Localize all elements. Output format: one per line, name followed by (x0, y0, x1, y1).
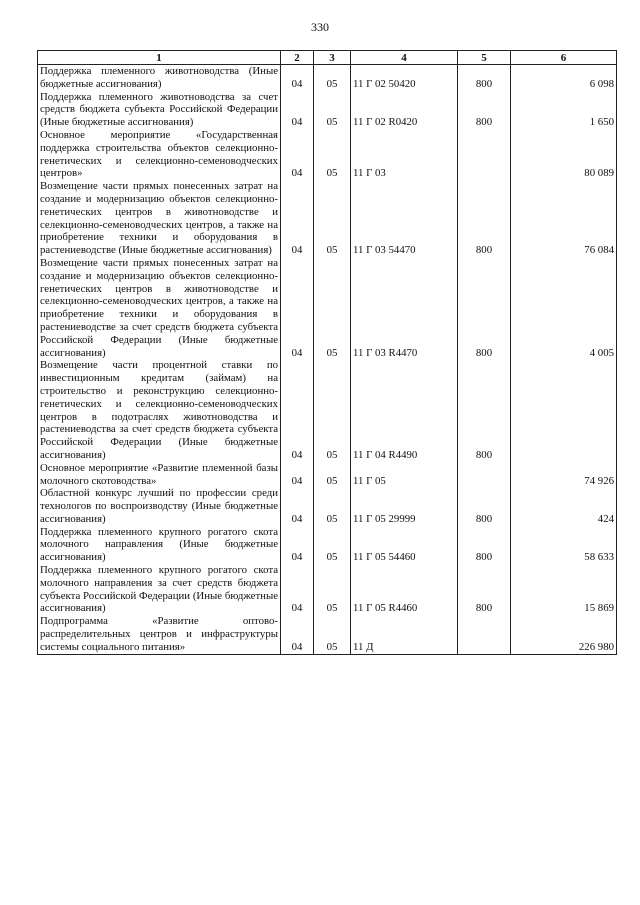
row-amount: 6 098 (511, 65, 617, 91)
row-section: 04 (281, 180, 314, 257)
row-section: 04 (281, 487, 314, 525)
table-row (38, 257, 617, 359)
row-section: 04 (281, 65, 314, 91)
row-subsection: 05 (314, 65, 351, 91)
row-expense-type: 800 (458, 359, 511, 461)
row-subsection: 05 (314, 129, 351, 180)
row-subsection: 05 (314, 615, 351, 654)
row-name: Поддержка племенного крупного рогатого скота молочного направления (Иные бюджетные ассигнования) (38, 526, 281, 564)
row-name: Возмещение части прямых понесенных затрат на создание и модернизацию объектов селекционно-генетических центров в животноводстве и селекционно-семеноводческих центров, а также на приобретение техники и оборудования в растениеводстве за счет средств бюджета субъекта Российской Федерации (Иные бюджетные ассигнования) (38, 257, 281, 359)
row-target-code: 11 Д (351, 615, 458, 654)
row-amount: 58 633 (511, 526, 617, 564)
column-header: 6 (511, 51, 617, 65)
row-expense-type: 800 (458, 91, 511, 129)
row-expense-type: 800 (458, 564, 511, 615)
row-expense-type (458, 462, 511, 488)
row-section: 04 (281, 526, 314, 564)
row-target-code: 11 Г 03 R4470 (351, 257, 458, 359)
column-header: 3 (314, 51, 351, 65)
column-header: 2 (281, 51, 314, 65)
column-header: 5 (458, 51, 511, 65)
row-expense-type: 800 (458, 180, 511, 257)
budget-table (37, 50, 617, 655)
table-row (38, 359, 617, 461)
row-expense-type: 800 (458, 65, 511, 91)
table-header-row (38, 51, 617, 65)
row-subsection: 05 (314, 257, 351, 359)
row-name: Поддержка племенного животноводства (Иные бюджетные ассигнования) (38, 65, 281, 91)
row-name: Возмещение части прямых понесенных затрат на создание и модернизацию объектов селекционно-генетических центров в животноводстве и селекционно-семеноводческих центров, а также на приобретение техники и оборудования в растениеводстве (Иные бюджетные ассигнования) (38, 180, 281, 257)
row-expense-type: 800 (458, 526, 511, 564)
table-row (38, 91, 617, 129)
table-row (38, 564, 617, 615)
row-amount (511, 359, 617, 461)
row-section: 04 (281, 129, 314, 180)
row-name: Возмещение части процентной ставки по инвестиционным кредитам (займам) на строительство и реконструкцию селекционно-генетических и селекционно-семеноводческих центров в подотраслях животноводства и растениеводства за счет средств бюджета субъекта Российской Федерации (Иные бюджетные ассигнования) (38, 359, 281, 461)
row-amount: 1 650 (511, 91, 617, 129)
row-expense-type (458, 615, 511, 654)
row-name: Поддержка племенного крупного рогатого скота молочного направления за счет средств бюджета субъекта Российской Федерации (Иные бюджетные ассигнования) (38, 564, 281, 615)
table-row (38, 65, 617, 91)
row-subsection: 05 (314, 462, 351, 488)
row-target-code: 11 Г 05 29999 (351, 487, 458, 525)
row-target-code: 11 Г 05 (351, 462, 458, 488)
row-amount: 15 869 (511, 564, 617, 615)
row-amount: 76 084 (511, 180, 617, 257)
table-row (38, 615, 617, 654)
row-subsection: 05 (314, 526, 351, 564)
row-name: Подпрограмма «Развитие оптово-распределительных центров и инфраструктуры системы социального питания» (38, 615, 281, 654)
row-name: Основное мероприятие «Государственная поддержка строительства объектов селекционно-генетических и селекционно-семеноводческих центров» (38, 129, 281, 180)
column-header: 4 (351, 51, 458, 65)
row-subsection: 05 (314, 180, 351, 257)
row-amount: 74 926 (511, 462, 617, 488)
column-header: 1 (38, 51, 281, 65)
row-amount: 4 005 (511, 257, 617, 359)
row-target-code: 11 Г 02 50420 (351, 65, 458, 91)
row-target-code: 11 Г 02 R0420 (351, 91, 458, 129)
row-expense-type (458, 129, 511, 180)
row-section: 04 (281, 257, 314, 359)
row-amount: 424 (511, 487, 617, 525)
row-subsection: 05 (314, 487, 351, 525)
row-target-code: 11 Г 05 54460 (351, 526, 458, 564)
row-target-code: 11 Г 05 R4460 (351, 564, 458, 615)
row-name: Основное мероприятие «Развитие племенной базы молочного скотоводства» (38, 462, 281, 488)
table-row (38, 462, 617, 488)
table-row (38, 526, 617, 564)
row-subsection: 05 (314, 564, 351, 615)
row-target-code: 11 Г 03 (351, 129, 458, 180)
page-number: 330 (311, 20, 329, 34)
row-name: Поддержка племенного животноводства за счет средств бюджета субъекта Российской Федерации (Иные бюджетные ассигнования) (38, 91, 281, 129)
table-row (38, 487, 617, 525)
row-expense-type: 800 (458, 487, 511, 525)
row-section: 04 (281, 91, 314, 129)
row-subsection: 05 (314, 359, 351, 461)
table-row (38, 129, 617, 180)
row-amount: 80 089 (511, 129, 617, 180)
table-row (38, 180, 617, 257)
row-name: Областной конкурс лучший по профессии среди технологов по воспроизводству (Иные бюджетные ассигнования) (38, 487, 281, 525)
row-subsection: 05 (314, 91, 351, 129)
row-amount: 226 980 (511, 615, 617, 654)
row-target-code: 11 Г 03 54470 (351, 180, 458, 257)
row-section: 04 (281, 564, 314, 615)
row-section: 04 (281, 359, 314, 461)
row-target-code: 11 Г 04 R4490 (351, 359, 458, 461)
row-section: 04 (281, 615, 314, 654)
row-expense-type: 800 (458, 257, 511, 359)
row-section: 04 (281, 462, 314, 488)
